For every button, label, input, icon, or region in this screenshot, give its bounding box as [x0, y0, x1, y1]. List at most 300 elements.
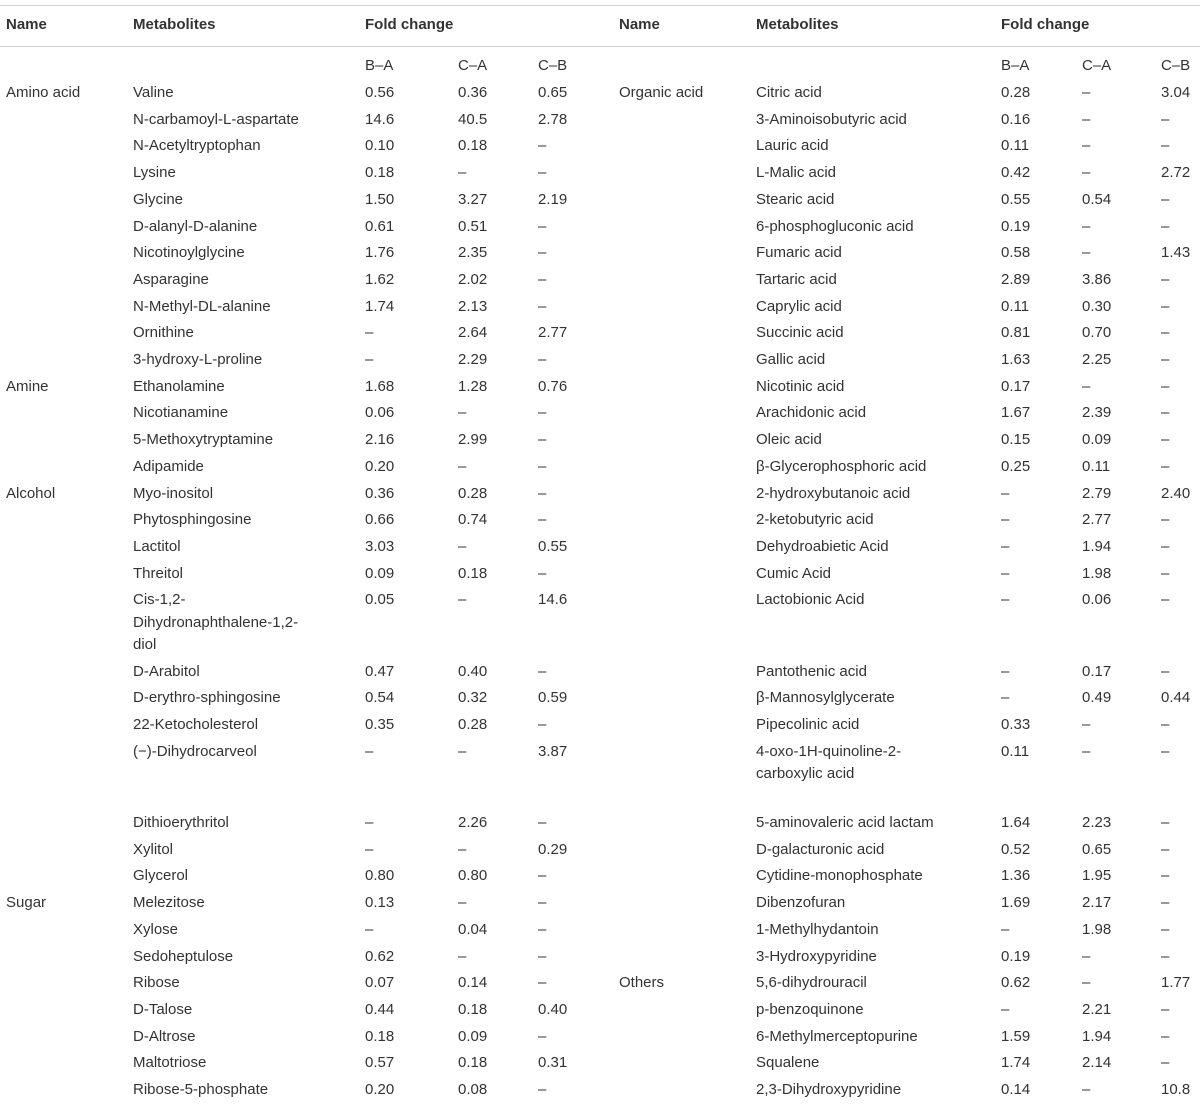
fold-cb-cell: –: [538, 484, 547, 502]
table-row: [0, 509, 1200, 536]
metabolite-cell: D-Altrose: [133, 1027, 196, 1045]
fold-ba-cell: 0.06: [365, 404, 395, 422]
fold-ca-cell: 2.14: [1082, 1054, 1112, 1072]
fold-cb-cell: –: [1161, 377, 1170, 395]
fold-ca-cell: 2.39: [1082, 404, 1112, 422]
fold-cb-cell: –: [538, 217, 547, 235]
table-row: [0, 402, 1200, 429]
header-row: [0, 14, 1200, 41]
fold-ca-cell: 0.65: [1082, 840, 1112, 858]
fold-ba-cell: 0.18: [365, 164, 395, 182]
fold-cb-cell: –: [1161, 1054, 1170, 1072]
metabolite-cell: D-erythro-sphingosine: [133, 689, 281, 707]
fold-ba-cell: –: [365, 742, 374, 760]
table-row: [0, 483, 1200, 510]
metabolite-cell: Dibenzofuran: [756, 894, 846, 912]
metabolite-cell: Lauric acid: [756, 137, 829, 155]
fold-ba-cell: 0.19: [1001, 947, 1031, 965]
fold-ba-cell: 1.69: [1001, 894, 1031, 912]
fold-cb-cell: –: [1161, 324, 1170, 342]
fold-ba-cell: –: [1001, 484, 1010, 502]
fold-cb-cell: 10.8: [1161, 1081, 1191, 1098]
fold-ca-cell: 2.21: [1082, 1000, 1112, 1018]
fold-ba-cell: 0.10: [365, 137, 395, 155]
table-row: [0, 456, 1200, 483]
fold-ca-cell: 0.14: [458, 974, 488, 992]
fold-ba-cell: 3.03: [365, 537, 395, 555]
fold-ca-cell: 0.80: [458, 867, 488, 885]
fold-ba-cell: 1.36: [1001, 867, 1031, 885]
fold-ba-cell: –: [365, 920, 374, 938]
fold-ca-cell: 1.94: [1082, 1027, 1112, 1045]
fold-cb-cell: –: [538, 814, 547, 831]
header-name-left: Name: [6, 16, 47, 33]
fold-cb-cell: –: [1161, 591, 1170, 609]
fold-ba-cell: –: [1001, 537, 1010, 555]
fold-cb-cell: 2.77: [538, 324, 568, 342]
fold-cb-cell: 2.72: [1161, 164, 1191, 182]
fold-ca-cell: 0.51: [458, 217, 488, 235]
metabolite-cell: Myo-inositol: [133, 484, 214, 502]
fold-ba-cell: 0.11: [1001, 297, 1030, 315]
fold-ca-cell: 3.27: [458, 190, 488, 208]
fold-ba-cell: 0.58: [1001, 244, 1031, 262]
metabolite-cell: Adipamide: [133, 457, 204, 475]
metabolite-cell: Caprylic acid: [756, 297, 842, 315]
metabolite-cell: Ribose: [133, 974, 180, 992]
fold-cb-cell: –: [1161, 217, 1170, 235]
fold-ca-cell: 3.86: [1082, 270, 1112, 288]
metabolite-cell: Pantothenic acid: [756, 662, 867, 680]
fold-cb-cell: –: [538, 457, 547, 475]
subheader-row: [0, 55, 1200, 82]
metabolite-cell: Fumaric acid: [756, 244, 842, 262]
metabolite-cell: 5-aminovaleric acid lactam: [756, 814, 934, 831]
table-row: [0, 135, 1200, 162]
fold-ba-cell: 0.11: [1001, 742, 1030, 760]
fold-ba-cell: –: [365, 324, 374, 342]
fold-ca-cell: –: [458, 404, 467, 422]
fold-cb-cell: 1.43: [1161, 244, 1191, 262]
metabolite-cell: Nicotinoylglycine: [133, 244, 245, 262]
category-cell: Others: [619, 974, 665, 992]
fold-ca-cell: 2.13: [458, 297, 488, 315]
metabolite-cell: Dithioerythritol: [133, 814, 229, 831]
metabolite-cell: 2,3-Dihydroxypyridine: [756, 1081, 902, 1098]
fold-cb-cell: –: [538, 716, 547, 733]
fold-ca-cell: 0.18: [458, 564, 488, 582]
fold-ca-cell: 0.28: [458, 484, 488, 502]
table-row: [0, 1026, 1200, 1053]
metabolite-cell: D-Arabitol: [133, 662, 200, 680]
table-row: [0, 109, 1200, 136]
metabolite-cell: 5,6-dihydrouracil: [756, 974, 867, 992]
table-row: [0, 892, 1200, 919]
metabolite-cell: Valine: [133, 84, 174, 101]
fold-cb-cell: –: [1161, 662, 1170, 680]
table-row: [0, 563, 1200, 590]
fold-cb-cell: –: [538, 1081, 547, 1098]
fold-cb-cell: –: [1161, 1000, 1170, 1018]
fold-ba-cell: –: [365, 840, 374, 858]
table-row: [0, 972, 1200, 999]
fold-ca-cell: –: [1082, 716, 1091, 733]
fold-ba-cell: 0.36: [365, 484, 395, 502]
category-cell: Amine: [6, 377, 49, 395]
metabolite-cell: Squalene: [756, 1054, 820, 1072]
fold-ca-cell: –: [1082, 377, 1091, 395]
fold-cb-cell: 0.31: [538, 1054, 568, 1072]
fold-ba-cell: 0.62: [1001, 974, 1031, 992]
fold-ba-cell: 1.76: [365, 244, 395, 262]
fold-ba-cell: 0.56: [365, 84, 395, 101]
fold-ca-cell: 0.36: [458, 84, 488, 101]
fold-cb-cell: 2.19: [538, 190, 568, 208]
fold-cb-cell: –: [538, 511, 547, 529]
table-top-rule: [0, 5, 1200, 6]
table-row: [0, 429, 1200, 456]
metabolite-cell: Citric acid: [756, 84, 822, 101]
fold-ca-cell: 0.28: [458, 716, 488, 733]
metabolite-cell: 5-Methoxytryptamine: [133, 431, 274, 449]
metabolite-cell: D-Talose: [133, 1000, 193, 1018]
fold-ba-cell: 0.11: [1001, 137, 1030, 155]
metabolite-cell: Cis-1,2-Dihydronaphthalene-1,2-diol: [133, 591, 299, 654]
fold-ca-cell: –: [458, 537, 467, 555]
fold-ca-cell: –: [1082, 137, 1091, 155]
fold-ba-cell: 0.28: [1001, 84, 1031, 101]
fold-cb-cell: –: [1161, 110, 1170, 128]
fold-cb-cell: –: [1161, 137, 1170, 155]
table-row: [0, 687, 1200, 714]
fold-cb-cell: –: [538, 894, 547, 912]
fold-cb-cell: 0.76: [538, 377, 568, 395]
table-row: [0, 242, 1200, 269]
fold-ca-cell: 0.11: [1082, 457, 1111, 475]
fold-ca-cell: –: [458, 840, 467, 858]
fold-ba-cell: –: [1001, 920, 1010, 938]
fold-cb-cell: –: [538, 270, 547, 288]
table-row: [0, 714, 1200, 741]
fold-ca-cell: 0.70: [1082, 324, 1112, 342]
fold-ca-cell: –: [1082, 974, 1091, 992]
table-row: [0, 189, 1200, 216]
metabolite-cell: N-carbamoyl-L-aspartate: [133, 110, 299, 128]
fold-cb-cell: 0.55: [538, 537, 568, 555]
fold-cb-cell: –: [1161, 840, 1170, 858]
fold-ca-cell: 2.35: [458, 244, 488, 262]
metabolite-cell: p-benzoquinone: [756, 1000, 864, 1018]
fold-cb-cell: 0.44: [1161, 689, 1191, 707]
fold-ca-cell: 2.23: [1082, 814, 1112, 831]
fold-ca-cell: –: [458, 947, 467, 965]
fold-ca-cell: 0.18: [458, 1054, 488, 1072]
fold-cb-cell: –: [1161, 404, 1170, 422]
fold-ba-cell: 0.55: [1001, 190, 1031, 208]
metabolite-cell: 1-Methylhydantoin: [756, 920, 879, 938]
fold-ba-cell: 0.57: [365, 1054, 395, 1072]
metabolite-cell: β-Glycerophosphoric acid: [756, 457, 927, 475]
fold-ca-cell: –: [458, 742, 467, 760]
fold-ca-cell: 2.26: [458, 814, 488, 831]
fold-ca-cell: 1.98: [1082, 920, 1112, 938]
metabolite-cell: Maltotriose: [133, 1054, 207, 1072]
fold-ba-cell: –: [365, 814, 374, 831]
table-row: [0, 999, 1200, 1026]
table-row: [0, 741, 1200, 783]
metabolite-cell: Cytidine-monophosphate: [756, 867, 923, 885]
metabolite-cell: N-Methyl-DL-alanine: [133, 297, 271, 315]
fold-cb-cell: 1.77: [1161, 974, 1191, 992]
fold-ba-cell: 0.44: [365, 1000, 395, 1018]
category-cell: Sugar: [6, 894, 47, 912]
metabolite-cell: (−)-Dihydrocarveol: [133, 742, 257, 760]
fold-cb-cell: –: [1161, 351, 1170, 368]
fold-ba-cell: 0.20: [365, 457, 395, 475]
table-row: [0, 839, 1200, 866]
fold-cb-cell: 0.65: [538, 84, 568, 101]
metabolite-cell: Glycine: [133, 190, 184, 208]
metabolite-cell: Arachidonic acid: [756, 404, 867, 422]
fold-ca-cell: 2.77: [1082, 511, 1112, 529]
metabolite-cell: Gallic acid: [756, 351, 826, 368]
fold-ca-cell: 0.09: [1082, 431, 1112, 449]
fold-ba-cell: 0.17: [1001, 377, 1031, 395]
fold-ba-cell: –: [1001, 1000, 1010, 1018]
metabolite-cell: Asparagine: [133, 270, 209, 288]
fold-cb-cell: –: [1161, 457, 1170, 475]
metabolite-cell: Nicotianamine: [133, 404, 229, 422]
fold-ba-cell: 2.89: [1001, 270, 1031, 288]
fold-cb-cell: –: [1161, 511, 1170, 529]
fold-ca-cell: 2.29: [458, 351, 488, 368]
table-row: [0, 812, 1200, 839]
fold-cb-cell: –: [538, 564, 547, 582]
fold-ba-cell: 0.05: [365, 591, 395, 609]
fold-ca-cell: 0.17: [1082, 662, 1112, 680]
fold-cb-cell: –: [538, 431, 547, 449]
fold-ca-cell: 0.18: [458, 137, 488, 155]
fold-cb-cell: –: [538, 662, 547, 680]
metabolite-cell: 22-Ketocholesterol: [133, 716, 259, 733]
fold-cb-cell: –: [538, 1027, 547, 1045]
table-row: [0, 919, 1200, 946]
fold-cb-cell: –: [538, 351, 547, 368]
fold-ba-cell: –: [1001, 511, 1010, 529]
fold-cb-cell: –: [1161, 920, 1170, 938]
fold-cb-cell: 3.04: [1161, 84, 1191, 101]
fold-ca-cell: 0.54: [1082, 190, 1112, 208]
fold-cb-cell: –: [1161, 894, 1170, 912]
table-row: [0, 322, 1200, 349]
metabolite-cell: 2-ketobutyric acid: [756, 511, 874, 529]
table-row: [0, 349, 1200, 376]
fold-ba-cell: –: [1001, 564, 1010, 582]
fold-ba-cell: 0.80: [365, 867, 395, 885]
fold-ba-cell: 1.62: [365, 270, 395, 288]
metabolite-cell: Threitol: [133, 564, 184, 582]
fold-ba-cell: 0.16: [1001, 110, 1031, 128]
fold-cb-cell: –: [1161, 537, 1170, 555]
fold-ba-cell: –: [1001, 662, 1010, 680]
metabolite-cell: D-alanyl-D-alanine: [133, 217, 258, 235]
metabolite-cell: Lysine: [133, 164, 176, 182]
metabolite-cell: L-Malic acid: [756, 164, 837, 182]
subheader-ca-right: C–A: [1082, 57, 1112, 74]
metabolite-cell: Melezitose: [133, 894, 205, 912]
metabolite-cell: Lactitol: [133, 537, 181, 555]
fold-ba-cell: 14.6: [365, 110, 395, 128]
fold-cb-cell: –: [1161, 297, 1170, 315]
fold-ba-cell: 0.07: [365, 974, 395, 992]
metabolite-cell: Ethanolamine: [133, 377, 225, 395]
fold-ba-cell: 0.66: [365, 511, 395, 529]
fold-ba-cell: 0.13: [365, 894, 395, 912]
table-row: [0, 376, 1200, 403]
metabolite-cell: D-galacturonic acid: [756, 840, 885, 858]
fold-ba-cell: 0.54: [365, 689, 395, 707]
metabolite-cell: N-Acetyltryptophan: [133, 137, 261, 155]
fold-cb-cell: –: [1161, 716, 1170, 733]
fold-ca-cell: –: [1082, 84, 1091, 101]
metabolite-cell: Nicotinic acid: [756, 377, 845, 395]
category-cell: Organic acid: [619, 84, 704, 101]
fold-ba-cell: 0.15: [1001, 431, 1031, 449]
table-row: [0, 589, 1200, 654]
table-row: [0, 661, 1200, 688]
metabolite-cell: 3-Aminoisobutyric acid: [756, 110, 907, 128]
fold-ba-cell: 2.16: [365, 431, 395, 449]
fold-ca-cell: 2.25: [1082, 351, 1112, 368]
fold-ca-cell: 2.99: [458, 431, 488, 449]
metabolite-cell: Tartaric acid: [756, 270, 837, 288]
table-row: [0, 269, 1200, 296]
metabolite-cell: 6-phosphogluconic acid: [756, 217, 914, 235]
fold-cb-cell: –: [538, 867, 547, 885]
subheader-ba-left: B–A: [365, 57, 394, 74]
metabolite-cell: 3-hydroxy-L-proline: [133, 351, 263, 368]
fold-cb-cell: –: [1161, 814, 1170, 831]
metabolite-cell: 4-oxo-1H-quinoline-2-carboxylic acid: [756, 742, 902, 783]
metabolite-cell: Stearic acid: [756, 190, 835, 208]
category-cell: Amino acid: [6, 84, 81, 101]
fold-ca-cell: –: [458, 894, 467, 912]
table-row: [0, 946, 1200, 973]
table-row: [0, 82, 1200, 109]
fold-ba-cell: 0.33: [1001, 716, 1031, 733]
fold-ca-cell: –: [458, 591, 467, 609]
fold-ca-cell: 0.74: [458, 511, 488, 529]
subheader-ba-right: B–A: [1001, 57, 1030, 74]
header-fold-change-left: Fold change: [365, 16, 454, 33]
fold-ca-cell: 0.04: [458, 920, 488, 938]
fold-ba-cell: 0.62: [365, 947, 395, 965]
fold-ca-cell: 1.95: [1082, 867, 1112, 885]
fold-cb-cell: –: [1161, 190, 1170, 208]
fold-ca-cell: 0.08: [458, 1081, 488, 1098]
fold-ca-cell: 2.79: [1082, 484, 1112, 502]
fold-ba-cell: 0.47: [365, 662, 395, 680]
metabolite-cell: Lactobionic Acid: [756, 591, 865, 609]
fold-ca-cell: –: [1082, 164, 1091, 182]
fold-ba-cell: 0.42: [1001, 164, 1031, 182]
fold-ba-cell: 0.14: [1001, 1081, 1031, 1098]
fold-ba-cell: 0.52: [1001, 840, 1031, 858]
metabolite-cell: 3-Hydroxypyridine: [756, 947, 877, 965]
fold-ba-cell: 1.74: [1001, 1054, 1031, 1072]
fold-cb-cell: –: [1161, 431, 1170, 449]
fold-ba-cell: 0.18: [365, 1027, 395, 1045]
table-row: [0, 216, 1200, 243]
fold-cb-cell: 2.78: [538, 110, 568, 128]
fold-ca-cell: 1.98: [1082, 564, 1112, 582]
fold-cb-cell: –: [538, 297, 547, 315]
subheader-cb-right: C–B: [1161, 57, 1191, 74]
fold-ca-cell: –: [1082, 244, 1091, 262]
fold-cb-cell: 0.29: [538, 840, 568, 858]
fold-ca-cell: 0.09: [458, 1027, 488, 1045]
fold-ba-cell: –: [365, 351, 374, 368]
fold-cb-cell: –: [538, 974, 547, 992]
fold-cb-cell: –: [538, 244, 547, 262]
fold-ba-cell: 0.61: [365, 217, 395, 235]
fold-ba-cell: 0.25: [1001, 457, 1031, 475]
metabolite-cell: Phytosphingosine: [133, 511, 252, 529]
fold-ca-cell: –: [458, 164, 467, 182]
metabolite-cell: Ornithine: [133, 324, 194, 342]
fold-ba-cell: 1.68: [365, 377, 395, 395]
fold-ba-cell: –: [1001, 689, 1010, 707]
fold-ca-cell: –: [458, 457, 467, 475]
fold-ca-cell: 2.17: [1082, 894, 1112, 912]
table-row: [0, 1052, 1200, 1079]
fold-cb-cell: –: [1161, 867, 1170, 885]
fold-cb-cell: 14.6: [538, 591, 568, 609]
fold-ba-cell: 0.81: [1001, 324, 1031, 342]
fold-cb-cell: –: [1161, 1027, 1170, 1045]
table-row: [0, 865, 1200, 892]
fold-cb-cell: –: [1161, 742, 1170, 760]
subheader-cb-left: C–B: [538, 57, 568, 74]
table-row: [0, 296, 1200, 323]
fold-ca-cell: 0.30: [1082, 297, 1112, 315]
header-metabolites-right: Metabolites: [756, 16, 839, 33]
fold-cb-cell: –: [538, 137, 547, 155]
fold-ba-cell: 0.19: [1001, 217, 1031, 235]
fold-ca-cell: –: [1082, 110, 1091, 128]
fold-cb-cell: –: [1161, 564, 1170, 582]
fold-ca-cell: –: [1082, 742, 1091, 760]
metabolite-cell: Succinic acid: [756, 324, 844, 342]
metabolite-cell: 6-Methylmerceptopurine: [756, 1027, 918, 1045]
fold-ba-cell: 0.09: [365, 564, 395, 582]
fold-ca-cell: –: [1082, 1081, 1091, 1098]
fold-ca-cell: 1.94: [1082, 537, 1112, 555]
fold-cb-cell: 0.59: [538, 689, 568, 707]
table-row: [0, 162, 1200, 189]
fold-ba-cell: 1.63: [1001, 351, 1031, 368]
fold-ba-cell: 0.35: [365, 716, 395, 733]
fold-ca-cell: 1.28: [458, 377, 488, 395]
metabolite-cell: Sedoheptulose: [133, 947, 234, 965]
table-row: [0, 1079, 1200, 1106]
fold-ba-cell: –: [1001, 591, 1010, 609]
header-rule: [0, 46, 1200, 47]
fold-ca-cell: 0.49: [1082, 689, 1112, 707]
fold-ba-cell: 1.67: [1001, 404, 1031, 422]
fold-ca-cell: 0.32: [458, 689, 488, 707]
fold-cb-cell: –: [538, 947, 547, 965]
